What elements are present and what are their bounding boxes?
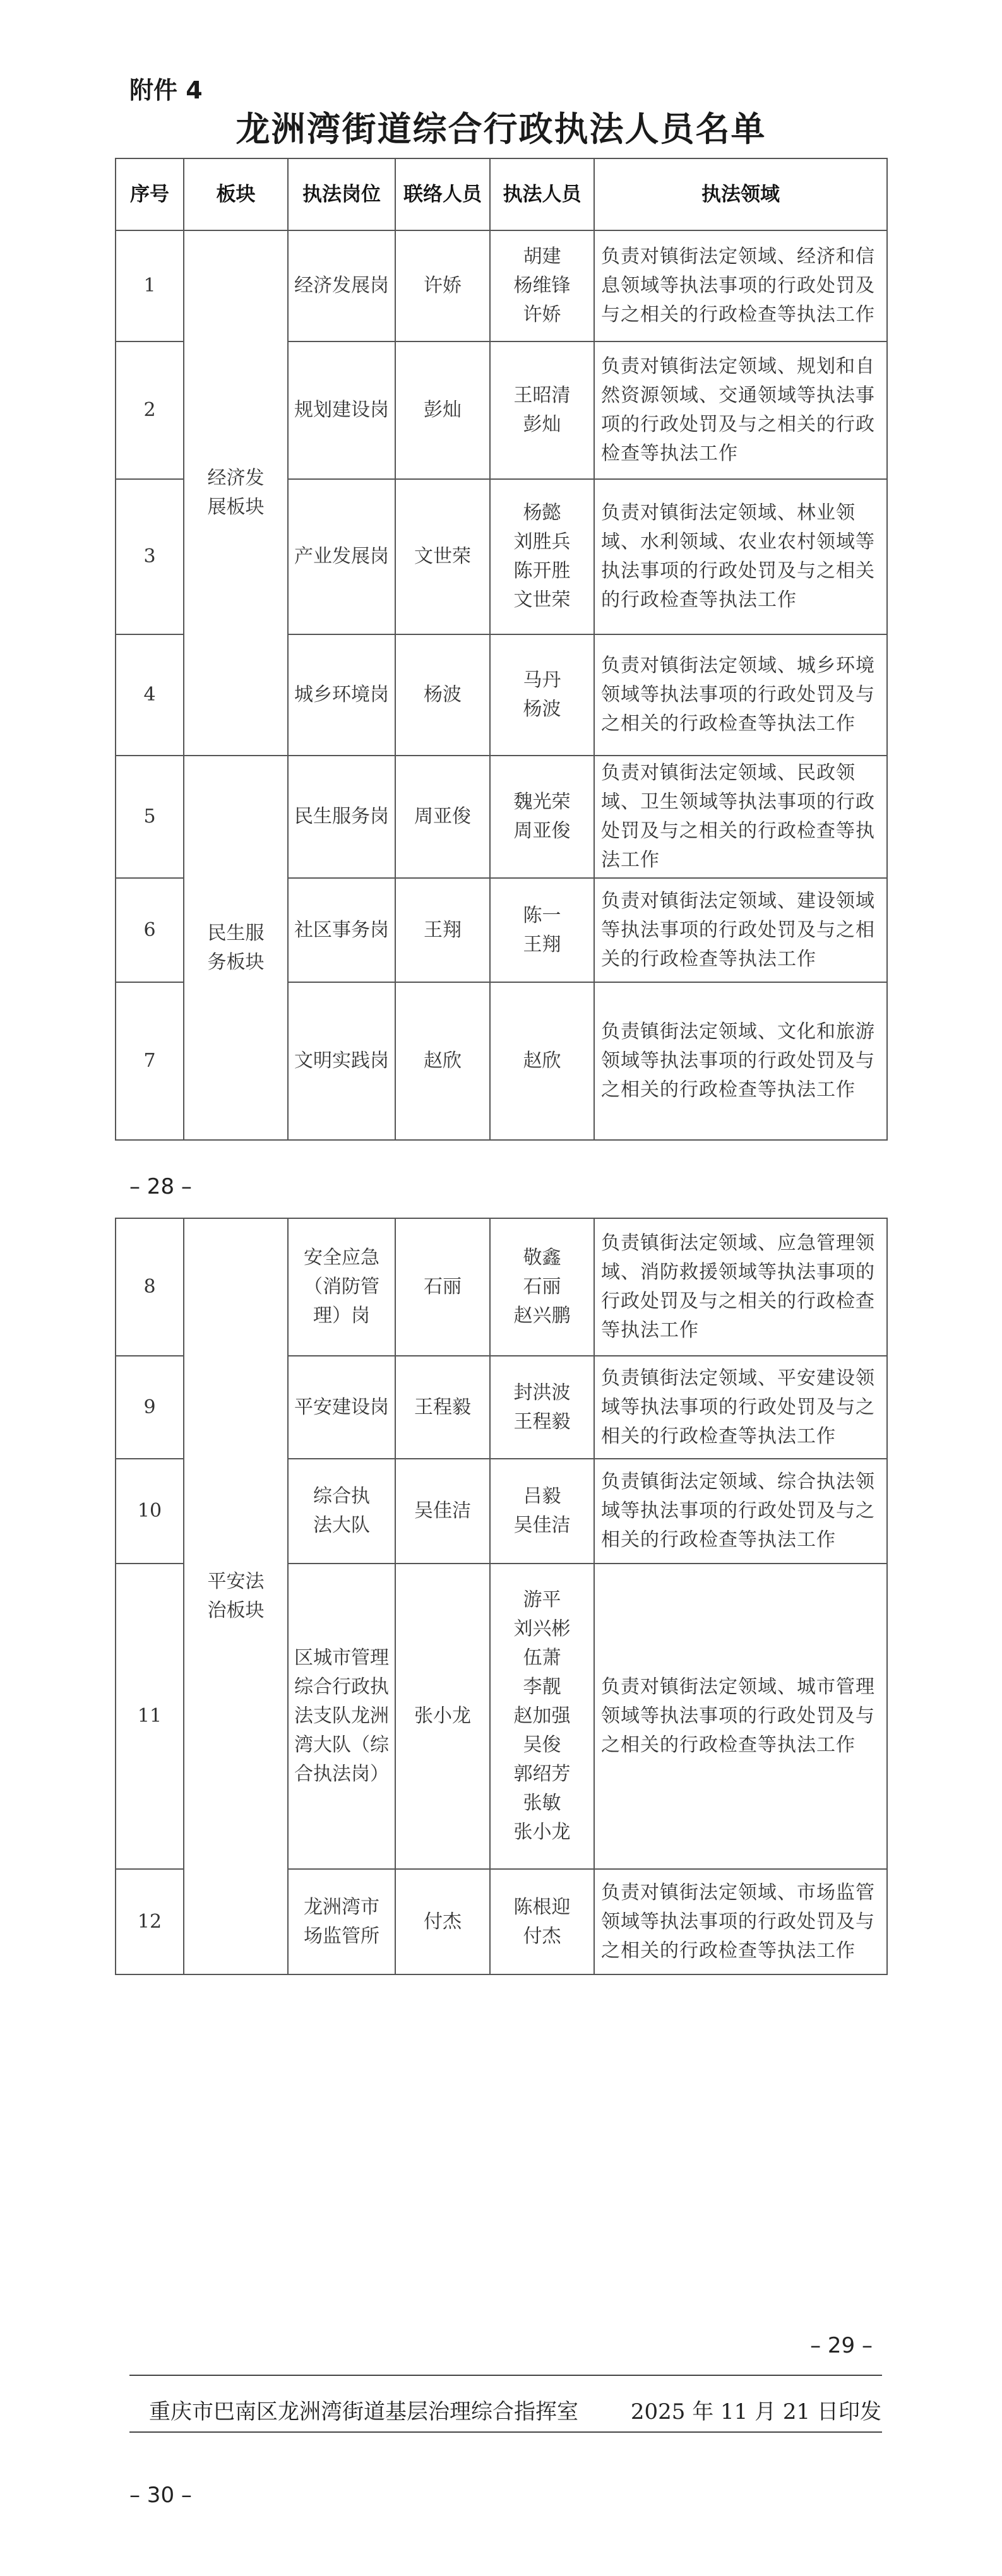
row-number: 12 [116, 1869, 184, 1974]
liaison-person: 文世荣 [395, 479, 490, 634]
officer-name: 赵兴鹏 [513, 1305, 571, 1327]
liaison-person: 周亚俊 [395, 756, 490, 878]
post-name [288, 756, 395, 878]
liaison-person: 杨波 [395, 634, 490, 756]
post-line: 区城市管理 [294, 1647, 389, 1669]
page-number: – 29 – [810, 2333, 873, 2358]
header-liaison: 联络人员 [395, 158, 490, 230]
officer-name: 王程毅 [513, 1410, 571, 1433]
header-block: 板块 [184, 158, 288, 230]
enforcement-scope: 负责镇街法定领域、平安建设领域等执法事项的行政处罚及与之相关的行政检查等执法工作 [594, 1356, 887, 1459]
post-name [288, 1869, 395, 1974]
post-line: 规划建设岗 [294, 399, 389, 421]
liaison-person: 许娇 [395, 230, 490, 341]
header-post: 执法岗位 [288, 158, 395, 230]
post-line: 产业发展岗 [294, 545, 389, 567]
row-number: 10 [116, 1459, 184, 1564]
officer-name: 陈根迎 [513, 1896, 571, 1918]
page-number: – 30 – [129, 2483, 192, 2508]
liaison-person: 王程毅 [395, 1356, 490, 1459]
post-line: （消防管 [304, 1276, 379, 1298]
officer-name: 付杰 [523, 1925, 561, 1947]
annex-label: 附件 4 [129, 76, 203, 104]
post-name [288, 1459, 395, 1564]
post-line: 文明实践岗 [294, 1050, 389, 1072]
row-number: 1 [116, 230, 184, 341]
officer-name: 李靓 [523, 1676, 561, 1698]
officer-name: 敬鑫 [523, 1247, 561, 1269]
liaison-person: 张小龙 [395, 1564, 490, 1869]
header-officers: 执法人员 [490, 158, 594, 230]
liaison-person: 石丽 [395, 1218, 490, 1356]
post-name [288, 634, 395, 756]
enforcement-scope: 负责镇街法定领域、综合执法领域等执法事项的行政处罚及与之相关的行政检查等执法工作 [594, 1459, 887, 1564]
officer-name: 许娇 [523, 304, 561, 326]
row-number: 7 [116, 982, 184, 1140]
post-name [288, 982, 395, 1140]
officer-name: 陈开胜 [513, 560, 571, 582]
officer-name: 吴俊 [523, 1734, 561, 1756]
row-number: 5 [116, 756, 184, 878]
post-line: 城乡环境岗 [294, 684, 389, 706]
post-line: 湾大队（综 [294, 1734, 389, 1756]
enforcement-scope: 负责对镇街法定领域、城市管理领域等执法事项的行政处罚及与之相关的行政检查等执法工作 [594, 1564, 887, 1869]
block-name: 经济发展板块 [184, 230, 288, 756]
page-number: – 28 – [129, 1174, 192, 1199]
post-name [288, 230, 395, 341]
header-scope: 执法领域 [594, 158, 887, 230]
footer [149, 2394, 881, 2425]
officer-name: 郭绍芳 [513, 1763, 571, 1785]
post-line: 龙洲湾市 [304, 1896, 379, 1918]
post-line: 综合执 [313, 1485, 370, 1507]
row-number: 4 [116, 634, 184, 756]
liaison-person: 付杰 [395, 1869, 490, 1974]
post-name [288, 1564, 395, 1869]
enforcement-scope: 负责对镇街法定领域、规划和自然资源领域、交通领域等执法事项的行政处罚及与之相关的行政检查等执法工作 [594, 341, 887, 479]
officers-list [490, 1869, 594, 1974]
enforcement-scope: 负责对镇街法定领域、市场监管领域等执法事项的行政处罚及与之相关的行政检查等执法工作 [594, 1869, 887, 1974]
officers-list [490, 634, 594, 756]
post-line: 社区事务岗 [294, 918, 389, 941]
post-line: 民生服务岗 [294, 805, 389, 828]
row-number: 3 [116, 479, 184, 634]
officers-list [490, 1459, 594, 1564]
table-row [116, 230, 887, 341]
officer-name: 张敏 [523, 1792, 561, 1814]
post-line: 安全应急 [304, 1247, 379, 1269]
liaison-person: 彭灿 [395, 341, 490, 479]
table-row [116, 756, 887, 878]
officer-name: 周亚俊 [513, 820, 571, 842]
officer-name: 彭灿 [523, 413, 561, 436]
officer-name: 王翔 [523, 933, 561, 956]
officers-list [490, 1356, 594, 1459]
footer-rule-top [129, 2375, 882, 2376]
officers-list [490, 479, 594, 634]
officers-list [490, 982, 594, 1140]
row-number: 9 [116, 1356, 184, 1459]
row-number: 6 [116, 878, 184, 982]
officer-name: 吴佳洁 [513, 1514, 571, 1536]
post-line: 经济发展岗 [294, 275, 389, 297]
enforcement-scope: 负责对镇街法定领域、经济和信息领域等执法事项的行政处罚及与之相关的行政检查等执法工作 [594, 230, 887, 341]
table-row [116, 1218, 887, 1356]
officer-name: 杨波 [523, 698, 561, 720]
post-line: 综合行政执 [294, 1676, 389, 1698]
post-name [288, 878, 395, 982]
post-line: 合执法岗） [294, 1763, 389, 1785]
officer-name: 赵欣 [523, 1050, 561, 1072]
footer-issuer: 重庆市巴南区龙洲湾街道基层治理综合指挥室 [149, 2399, 578, 2425]
officer-name: 马丹 [523, 669, 561, 691]
liaison-person: 王翔 [395, 878, 490, 982]
officers-list [490, 230, 594, 341]
officer-name: 伍萧 [523, 1647, 561, 1669]
officer-name: 游平 [523, 1589, 561, 1611]
post-name [288, 1218, 395, 1356]
footer-date: 2025 年 11 月 21 日印发 [630, 2399, 881, 2425]
post-name [288, 479, 395, 634]
officer-name: 魏光荣 [513, 791, 571, 813]
footer-rule-bottom [129, 2431, 882, 2433]
row-number: 8 [116, 1218, 184, 1356]
officers-list [490, 756, 594, 878]
officer-name: 刘兴彬 [513, 1618, 571, 1640]
enforcement-scope: 负责对镇街法定领域、城乡环境领域等执法事项的行政处罚及与之相关的行政检查等执法工作 [594, 634, 887, 756]
enforcement-scope: 负责对镇街法定领域、林业领域、水利领域、农业农村领域等执法事项的行政处罚及与之相关的行政检查等执法工作 [594, 479, 887, 634]
roster-table-part2 [115, 1218, 888, 1975]
post-name [288, 341, 395, 479]
officer-name: 封洪波 [513, 1381, 571, 1404]
enforcement-scope: 负责对镇街法定领域、建设领域等执法事项的行政处罚及与之相关的行政检查等执法工作 [594, 878, 887, 982]
enforcement-scope: 负责镇街法定领域、文化和旅游领域等执法事项的行政处罚及与之相关的行政检查等执法工作 [594, 982, 887, 1140]
officer-name: 张小龙 [513, 1821, 571, 1843]
officers-list [490, 1564, 594, 1869]
post-line: 法支队龙洲 [294, 1705, 389, 1727]
post-line: 场监管所 [304, 1925, 379, 1947]
post-line: 平安建设岗 [294, 1396, 389, 1418]
officer-name: 赵加强 [513, 1705, 571, 1727]
officers-list [490, 878, 594, 982]
post-name [288, 1356, 395, 1459]
row-number: 2 [116, 341, 184, 479]
enforcement-scope: 负责镇街法定领域、应急管理领域、消防救援领域等执法事项的行政处罚及与之相关的行政检查等执法工作 [594, 1218, 887, 1356]
officer-name: 王昭清 [513, 384, 571, 407]
liaison-person: 吴佳洁 [395, 1459, 490, 1564]
block-name: 平安法治板块 [184, 1218, 288, 1974]
officers-list [490, 1218, 594, 1356]
officer-name: 刘胜兵 [513, 531, 571, 553]
officer-name: 石丽 [523, 1276, 561, 1298]
officer-name: 杨维锋 [513, 275, 571, 297]
officers-list [490, 341, 594, 479]
header-no: 序号 [116, 158, 184, 230]
block-name: 民生服务板块 [184, 756, 288, 1140]
liaison-person: 赵欣 [395, 982, 490, 1140]
post-line: 理）岗 [313, 1305, 370, 1327]
officer-name: 吕毅 [523, 1485, 561, 1507]
page-title: 龙洲湾街道综合行政执法人员名单 [236, 109, 766, 149]
post-line: 法大队 [313, 1514, 370, 1536]
row-number: 11 [116, 1564, 184, 1869]
officer-name: 杨懿 [523, 502, 561, 524]
officer-name: 胡建 [523, 246, 561, 268]
enforcement-scope: 负责对镇街法定领域、民政领域、卫生领域等执法事项的行政处罚及与之相关的行政检查等执法工作 [594, 756, 887, 878]
officer-name: 陈一 [523, 904, 561, 927]
officer-name: 文世荣 [513, 589, 571, 611]
roster-table-part1 [115, 158, 888, 1141]
